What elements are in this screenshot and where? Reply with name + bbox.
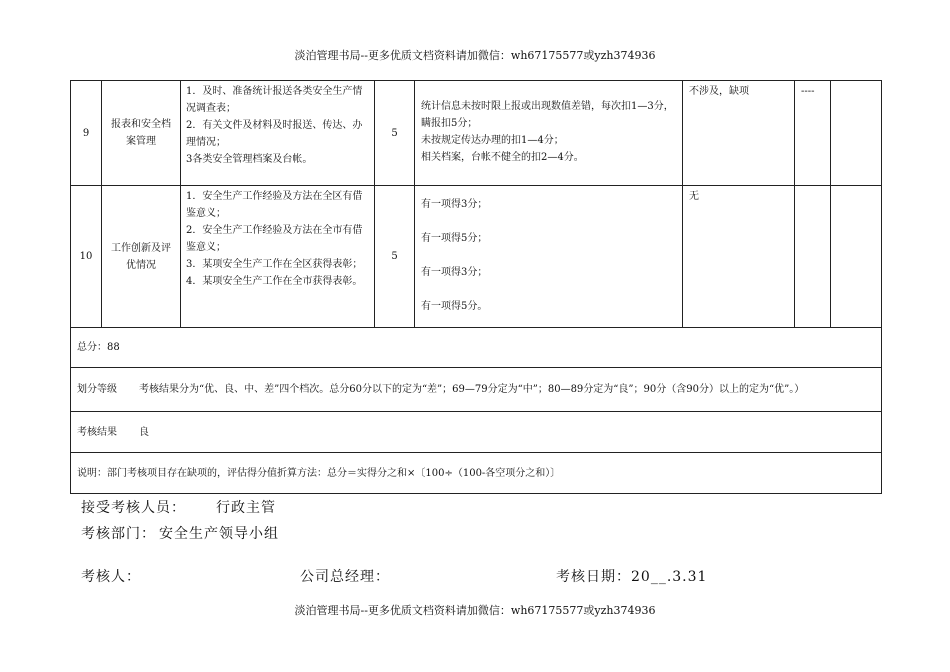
item-name: 工作创新及评优情况 [102, 186, 181, 328]
rule-line: 有一项得3分； [421, 199, 488, 210]
extra-cell [831, 186, 882, 328]
explain-note: 说明：部门考核项目存在缺项的，评估得分值折算方法：总分＝实得分之和×〔100÷（100-各空项分之和）〕 [71, 453, 882, 494]
manager-label: 公司总经理： [300, 569, 390, 585]
result-value: 良 [139, 426, 149, 438]
deduct-cell [795, 186, 831, 328]
grade-cell [71, 368, 882, 412]
grade-label: 划分等级 [77, 384, 117, 395]
rule-line: 未按规定传达办理的扣1—4分； [421, 135, 564, 146]
accept-value: 行政主管 [216, 500, 276, 516]
standards-cell [181, 81, 375, 186]
row-number: 10 [71, 186, 102, 328]
dept-value: 安全生产领导小组 [159, 526, 279, 542]
table-row [71, 81, 882, 186]
date-label: 考核日期：20__.3.31 [556, 569, 708, 585]
result-row [71, 412, 882, 453]
row-number: 9 [71, 81, 102, 186]
table-row [71, 186, 882, 328]
page-footer: 淡泊管理书局--更多优质文档资料请加微信：wh67175577或yzh374936 [294, 604, 656, 617]
score-cell: 5 [375, 186, 415, 328]
examiner-label: 考核人： [81, 569, 141, 585]
result-label: 考核结果 [77, 426, 117, 438]
standards-cell [181, 186, 375, 328]
grade-row [71, 368, 882, 412]
rule-line: 统计信息未按时限上报或出现数值差错，每次扣1—3分，瞒报扣5分； [421, 101, 674, 129]
standard-line: 4．某项安全生产工作在全市获得表彰。 [186, 276, 363, 287]
standard-line: 3．某项安全生产工作在全区获得表彰； [186, 259, 363, 270]
assessment-table [70, 80, 882, 494]
standard-line: 1．及时、准备统计报送各类安全生产情况调查表； [186, 86, 363, 114]
standard-line: 3各类安全管理档案及台帐。 [186, 154, 313, 165]
deduct-cell: ---- [795, 81, 831, 186]
explain-row [71, 453, 882, 494]
score-cell: 5 [375, 81, 415, 186]
rules-cell [415, 186, 683, 328]
note-cell: 不涉及，缺项 [683, 81, 795, 186]
grade-text: 考核结果分为“优、良、中、差”四个档次。总分60分以下的定为“差”；69—79分定为“中”；80—89分定为“良”；90分（含90分）以上的定为“优”。） [139, 384, 805, 395]
rule-line: 有一项得5分； [421, 233, 488, 244]
extra-cell [831, 81, 882, 186]
standard-line: 2．有关文件及材料及时报送、传达、办理情况； [186, 120, 363, 148]
total-row [71, 328, 882, 368]
rules-cell [415, 81, 683, 186]
standard-line: 1．安全生产工作经验及方法在全区有借鉴意义； [186, 191, 363, 219]
rule-line: 相关档案，台帐不健全的扣2—4分。 [421, 152, 584, 163]
note-cell: 无 [683, 186, 795, 328]
rule-line: 有一项得3分； [421, 267, 488, 278]
standard-line: 2．安全生产工作经验及方法在全市有借鉴意义； [186, 225, 363, 253]
accept-label: 接受考核人员： [81, 500, 186, 516]
rule-line: 有一项得5分。 [421, 301, 488, 312]
result-cell [71, 412, 882, 453]
page-header: 淡泊管理书局--更多优质文档资料请加微信：wh67175577或yzh374936 [294, 49, 656, 62]
item-name: 报表和安全档案管理 [102, 81, 181, 186]
total-score: 总分：88 [71, 328, 882, 368]
dept-label: 考核部门： [81, 526, 156, 542]
